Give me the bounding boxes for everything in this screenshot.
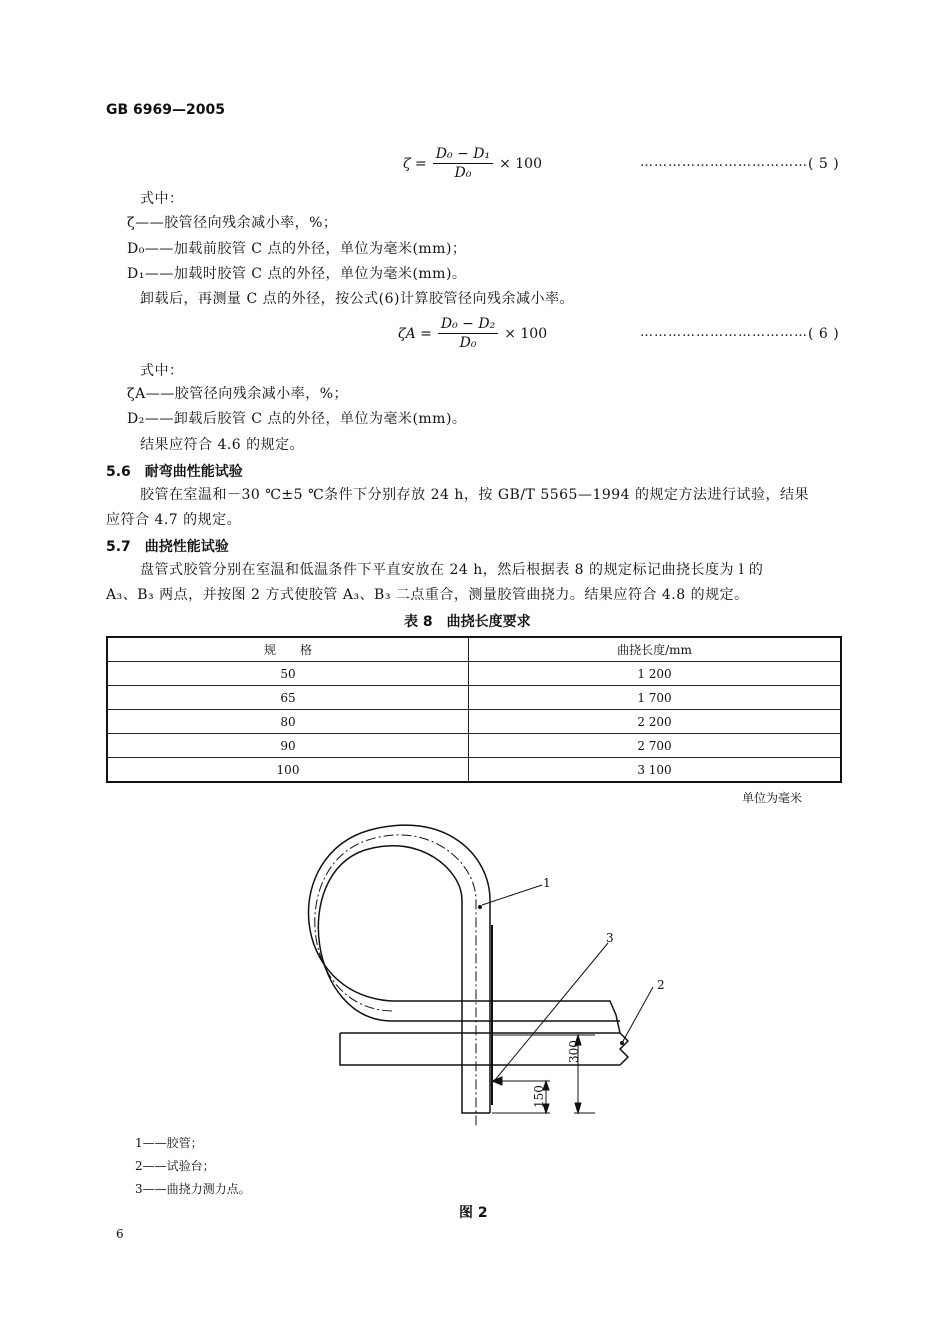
hose-loop-inner-line bbox=[318, 846, 490, 1113]
section-5-6-line-2: 应符合 4.7 的规定。 bbox=[106, 512, 242, 528]
table-cell-spec: 90 bbox=[107, 734, 469, 758]
where-1-title: 式中： bbox=[140, 191, 184, 207]
callout-3-leader bbox=[495, 943, 608, 1080]
formula-5-leader: ……………………………… bbox=[640, 155, 808, 170]
table-header-spec: 规 格 bbox=[107, 637, 469, 662]
callout-2-dot bbox=[620, 1041, 624, 1045]
section-5-7-line-2: A₃、B₃ 两点，并按图 2 方式使胶管 A₃、B₃ 二点重合，测量胶管曲挠力。结果应符合 4.8 的规定。 bbox=[106, 587, 749, 603]
where-1-item-1: ζ——胶管径向残余减小率，%； bbox=[127, 215, 338, 231]
standard-code: GB 6969—2005 bbox=[106, 102, 225, 118]
formula-6-leader: ……………………………… bbox=[640, 325, 808, 340]
dim-300-label: 300 bbox=[567, 1040, 581, 1063]
hose-loop-outer bbox=[309, 825, 490, 1113]
hose-horizontal bbox=[392, 1001, 620, 1033]
paragraph-unload: 卸载后，再测量 C 点的外径，按公式(6)计算胶管径向残余减小率。 bbox=[140, 291, 574, 307]
dim-150-label: 150 bbox=[532, 1085, 546, 1108]
test-bench bbox=[340, 1033, 628, 1065]
where-1-item-2: D₀——加载前胶管 C 点的外径，单位为毫米(mm)； bbox=[127, 241, 467, 257]
callout-3-label: 3 bbox=[606, 931, 614, 945]
table-row bbox=[107, 710, 841, 734]
figure-legend-2: 2——试验台； bbox=[135, 1159, 215, 1173]
formula-6-fraction bbox=[438, 316, 498, 351]
table-cell-spec: 80 bbox=[107, 710, 469, 734]
formula-6-multiplier: × 100 bbox=[504, 325, 548, 342]
table-cell-spec: 65 bbox=[107, 686, 469, 710]
table-8 bbox=[106, 636, 842, 783]
formula-6-denominator: D₀ bbox=[459, 335, 477, 351]
section-5-7-title: 5.7 曲挠性能试验 bbox=[106, 539, 229, 555]
callout-2-label: 2 bbox=[657, 978, 665, 992]
figure-2-drawing bbox=[270, 815, 690, 1130]
formula-5-lhs: ζ = bbox=[403, 155, 427, 172]
page-number: 6 bbox=[116, 1227, 124, 1241]
table-cell-length: 1 200 bbox=[469, 662, 842, 686]
callout-2-leader bbox=[622, 987, 653, 1043]
formula-5-numerator: D₀ − D₁ bbox=[433, 146, 493, 164]
figure-legend-1: 1——胶管； bbox=[135, 1136, 203, 1150]
dim-300-arrow-bottom bbox=[575, 1103, 581, 1113]
table-cell-spec: 50 bbox=[107, 662, 469, 686]
callout-1-label: 1 bbox=[543, 876, 551, 890]
table-cell-spec: 100 bbox=[107, 758, 469, 783]
table-header-row bbox=[107, 637, 841, 662]
table-cell-length: 2 200 bbox=[469, 710, 842, 734]
table-row bbox=[107, 758, 841, 783]
table-row bbox=[107, 686, 841, 710]
table-cell-length: 1 700 bbox=[469, 686, 842, 710]
figure-2-caption: 图 2 bbox=[459, 1205, 488, 1221]
table-cell-length: 3 100 bbox=[469, 758, 842, 783]
section-5-6-title: 5.6 耐弯曲性能试验 bbox=[106, 464, 243, 480]
formula-5-multiplier: × 100 bbox=[499, 155, 542, 172]
formula-6-numerator: D₀ − D₂ bbox=[438, 316, 498, 334]
table-cell-length: 2 700 bbox=[469, 734, 842, 758]
where-2-conclusion: 结果应符合 4.6 的规定。 bbox=[140, 437, 305, 453]
figure-2-unit-note: 单位为毫米 bbox=[742, 791, 803, 805]
section-5-7-line-1: 盘管式胶管分别在室温和低温条件下平直安放在 24 h，然后根据表 8 的规定标记曲挠长度为 l 的 bbox=[140, 562, 764, 578]
hose-loop-inner bbox=[270, 815, 392, 1021]
table-8-caption: 表 8 曲挠长度要求 bbox=[404, 614, 531, 630]
where-2-title: 式中： bbox=[140, 363, 184, 379]
callout-1-leader bbox=[482, 885, 542, 905]
formula-5-number: ( 5 ) bbox=[808, 156, 840, 172]
formula-5 bbox=[403, 146, 542, 181]
table-row bbox=[107, 662, 841, 686]
table-header-length: 曲挠长度/mm bbox=[469, 637, 842, 662]
formula-6-lhs: ζA = bbox=[398, 325, 432, 342]
where-2-item-2: D₂——卸载后胶管 C 点的外径，单位为毫米(mm)。 bbox=[127, 411, 467, 427]
formula-5-denominator: D₀ bbox=[454, 165, 472, 181]
section-5-6-line-1: 胶管在室温和－30 ℃±5 ℃条件下分别存放 24 h，按 GB/T 5565—1994 的规定方法进行试验，结果 bbox=[140, 487, 810, 503]
callout-1-dot bbox=[478, 905, 482, 909]
table-row bbox=[107, 734, 841, 758]
where-2-item-1: ζA——胶管径向残余减小率，%； bbox=[127, 386, 349, 402]
formula-5-fraction bbox=[433, 146, 493, 181]
figure-legend-3: 3——曲挠力测力点。 bbox=[135, 1182, 251, 1196]
formula-6 bbox=[398, 316, 547, 351]
formula-6-number: ( 6 ) bbox=[808, 326, 840, 342]
where-1-item-3: D₁——加载时胶管 C 点的外径，单位为毫米(mm)。 bbox=[127, 266, 467, 282]
